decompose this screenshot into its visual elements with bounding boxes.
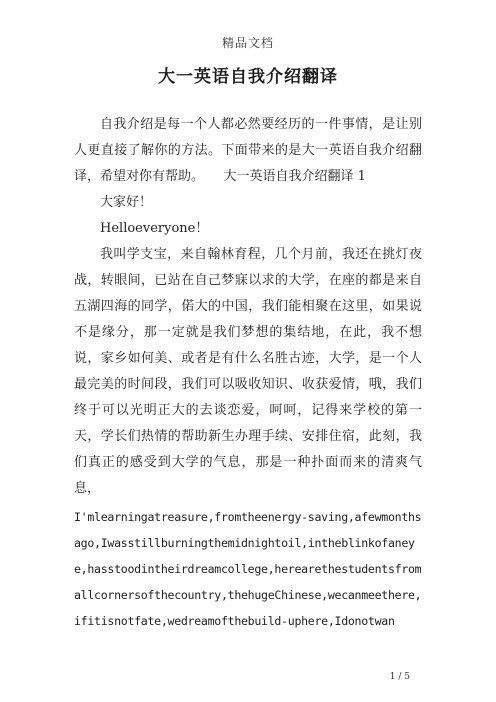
document-title: 大一英语自我介绍翻译 [158, 67, 338, 87]
english-translation [74, 504, 422, 634]
header-label: 精品文档 [221, 36, 274, 50]
paragraph-intro: 自我介绍是每一个人都必然要经历的一件事情，是让别人更直接了解你的方法。下面带来的是大一英语自我介绍翻译，希望对你有帮助。 大一英语自我介绍翻译 1 [74, 117, 422, 184]
document-body [74, 112, 422, 502]
page-number: 1 / 5 [389, 672, 410, 682]
paragraph-main: 我叫学支宝，来自翰林育程，几个月前，我还在挑灯夜战，转眼间，已站在自己梦寐以求的大学，在座的都是来自五湖四海的同学，偌大的中国，我们能相聚在这里，如果说不是缘分，那一定就是我们梦想的集结地，在此，我不想说，家乡如何美、或者是有什么名胜古迹，大学，是一个人最完美的时间段，我们可以吸收知识、收获爱情，哦，我们终于可以光明正大的去谈恋爱，呵呵，记得来学校的第一天，学长们热情的帮助新生办理手续、安排住宿，此刻，我们真正的感受到大学的气息，那是一种扑面而来的清爽气息， [74, 247, 422, 496]
paragraph-english: I'mlearningatreasure,fromtheenergy-saving,afewmonthsago,Iwasstillburningthemidnightoil,intheblinkofaneye,hasstoodintheirdreamcollege,herearethestudentsfromallcornersofthecountry,thehugeChinese,wecanmeethere,ifitisnotfate,wedreamofthebuild-uphere,Idonotwan [74, 510, 422, 628]
paragraph-greeting-en: Helloeveryone！ [100, 221, 209, 236]
paragraph-greeting: 大家好！ [100, 195, 153, 210]
